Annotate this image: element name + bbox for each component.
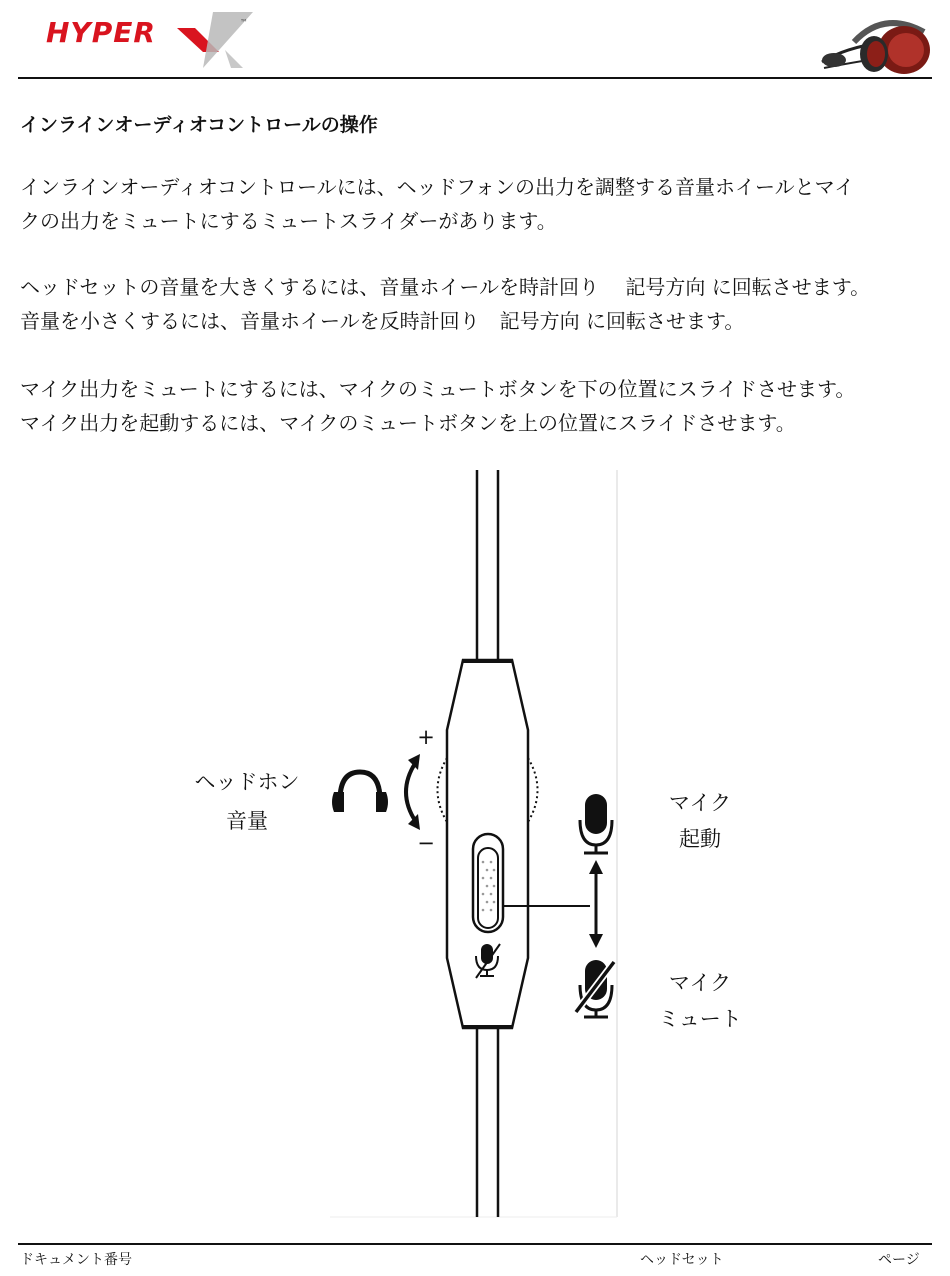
mute-slider xyxy=(473,834,503,932)
paragraph-line: マイク出力を起動するには、マイクのミュートボタンを上の位置にスライドさせます。 xyxy=(20,411,796,435)
paragraph-overview xyxy=(20,170,854,238)
logo-x-mark-icon xyxy=(173,10,263,70)
trademark-mark: ™ xyxy=(240,18,248,27)
paragraph-line: ヘッドセットの音量を大きくするには、音量ホイールを時計回り 記号方向 に回転させます。 xyxy=(20,275,871,299)
paragraph-mute xyxy=(20,372,855,440)
slide-direction-arrow xyxy=(589,860,603,948)
footer-product: ヘッドセット xyxy=(640,1252,724,1268)
volume-label-line1: ヘッドホン xyxy=(194,770,300,794)
mic-on-icon xyxy=(580,794,612,853)
mic-mute-label-line2: ミュート xyxy=(658,1007,742,1031)
paragraph-line: 音量を小さくするには、音量ホイールを反時計回り 記号方向 に回転させます。 xyxy=(20,309,745,333)
volume-label-line2: 音量 xyxy=(226,809,268,833)
paragraph-line: マイク出力をミュートにするには、マイクのミュートボタンを下の位置にスライドさせます。 xyxy=(20,377,856,401)
mic-mute-icon xyxy=(576,960,614,1017)
mic-on-label-line1: マイク xyxy=(668,791,732,815)
volume-plus-label: + xyxy=(417,725,435,749)
volume-wheel-left xyxy=(438,758,448,822)
headset-photo xyxy=(814,12,934,76)
headphone-icon xyxy=(332,772,388,812)
logo-wordmark: HYPER xyxy=(46,16,156,49)
cable-top xyxy=(477,470,498,660)
footer-page: ページ xyxy=(878,1252,920,1268)
hyperx-logo xyxy=(18,8,258,68)
footer-doc-number: ドキュメント番号 xyxy=(20,1252,132,1268)
footer-rule xyxy=(18,1243,932,1245)
paragraph-line: インラインオーディオコントロールには、ヘッドフォンの出力を調整する音量ホイールとマイ xyxy=(20,175,855,199)
paragraph-line: クの出力をミュートにするミュートスライダーがあります。 xyxy=(20,209,557,233)
inline-control-diagram xyxy=(0,460,950,1230)
mic-mute-label-line1: マイク xyxy=(668,971,732,995)
volume-curve-arrow-icon xyxy=(406,754,420,830)
paragraph-volume xyxy=(20,270,870,338)
mic-on-label-line2: 起動 xyxy=(679,827,721,851)
volume-minus-label: − xyxy=(417,831,435,855)
cable-bottom xyxy=(477,1028,498,1217)
volume-wheel-right xyxy=(528,758,538,822)
section-heading: インラインオーディオコントロールの操作 xyxy=(20,114,378,136)
header-rule xyxy=(18,77,932,79)
